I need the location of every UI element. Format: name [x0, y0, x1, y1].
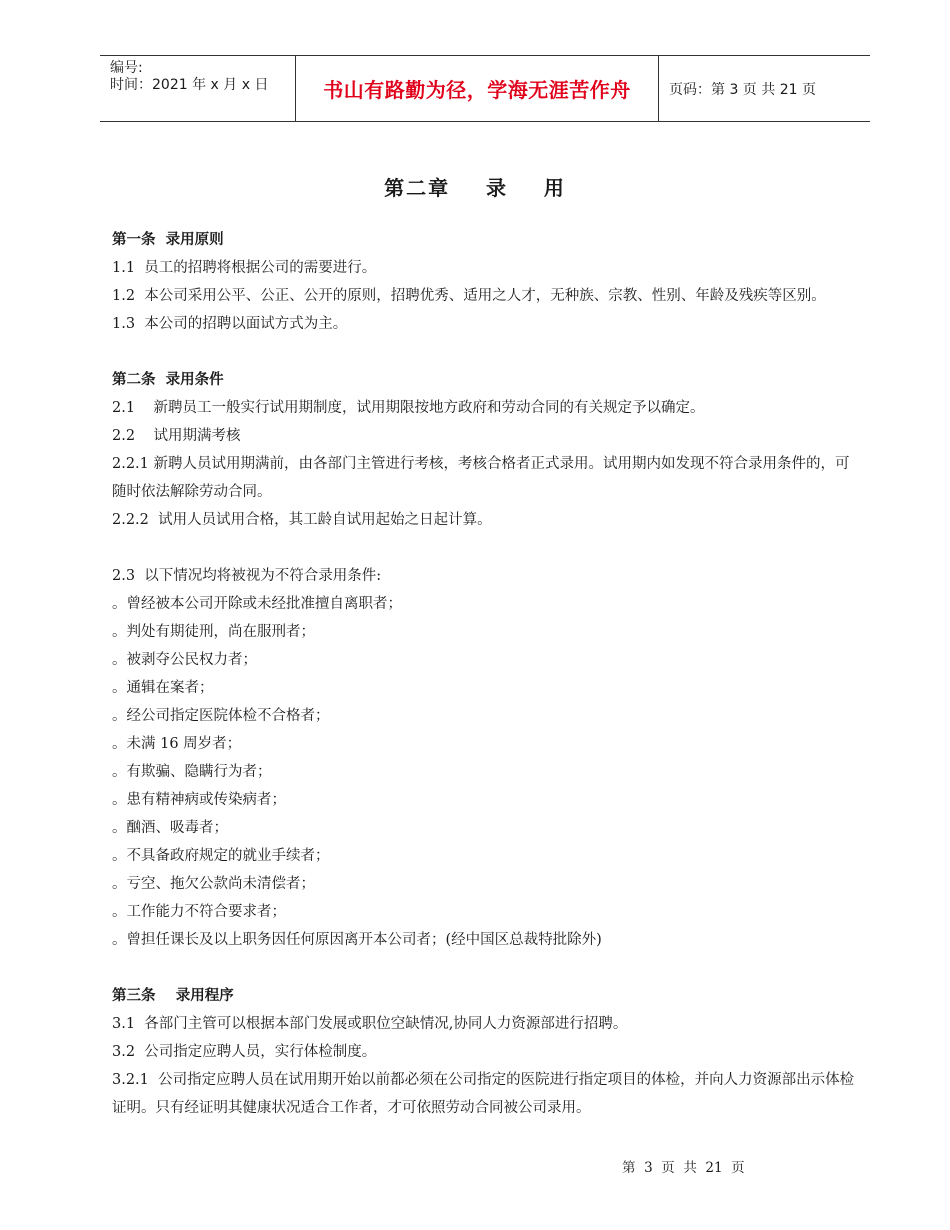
- list-item: 。未满 16 周岁者；: [112, 736, 242, 752]
- section-title: 第一条 录用原则: [112, 232, 224, 248]
- list-item: 。工作能力不符合要求者；: [112, 904, 286, 920]
- motto: 书山有路勤为径，学海无涯苦作舟: [296, 56, 659, 121]
- spacer: [112, 534, 860, 562]
- paragraph: 2.2.1 新聘人员试用期满前，由各部门主管进行考核，考核合格者正式录用。试用期内如发现不符合录用条件的，可随时依法解除劳动合同。: [112, 456, 850, 500]
- paragraph: 1.1 员工的招聘将根据公司的需要进行。: [112, 260, 377, 276]
- section-title: 第三条 录用程序: [112, 988, 234, 1004]
- date-line: 时间：2021 年 x 月 x 日: [110, 77, 269, 93]
- list-item: 。曾担任课长及以上职务因任何原因离开本公司者；(经中国区总裁特批除外): [112, 932, 602, 948]
- list-item: 。患有精神病或传染病者；: [112, 792, 286, 808]
- spacer: [112, 954, 860, 982]
- paragraph: 2.3 以下情况均将被视为不符合录用条件:: [112, 568, 382, 584]
- page-info: 页码：第 3 页 共 21 页: [669, 81, 816, 98]
- list-item: 。不具备政府规定的就业手续者；: [112, 848, 330, 864]
- list-item: 。亏空、拖欠公款尚未清偿者；: [112, 876, 315, 892]
- list-item: 。酗酒、吸毒者；: [112, 820, 228, 836]
- list-item: 。判处有期徒刑，尚在服刑者；: [112, 624, 315, 640]
- paragraph: 3.2 公司指定应聘人员，实行体检制度。: [112, 1044, 377, 1060]
- document-body: [112, 226, 860, 1122]
- list-item: 。通辑在案者；: [112, 680, 214, 696]
- paragraph: 2.2.2 试用人员试用合格，其工龄自试用起始之日起计算。: [112, 512, 492, 528]
- header-meta-cell: [100, 56, 296, 121]
- paragraph: 3.2.1 公司指定应聘人员在试用期开始以前都必须在公司指定的医院进行指定项目的体检，并向人力资源部出示体检证明。只有经证明其健康状况适合工作者，才可依照劳动合同被公司录用。: [112, 1072, 855, 1116]
- section-title: 第二条 录用条件: [112, 372, 224, 388]
- serial-number-label: 编号:: [110, 60, 143, 76]
- paragraph: 2.1 新聘员工一般实行试用期制度，试用期限按地方政府和劳动合同的有关规定予以确定。: [112, 400, 705, 416]
- list-item: 。被剥夺公民权力者；: [112, 652, 257, 668]
- list-item: 。经公司指定医院体检不合格者；: [112, 708, 330, 724]
- paragraph: 1.3 本公司的招聘以面试方式为主。: [112, 316, 348, 332]
- paragraph: 2.2 试用期满考核: [112, 428, 241, 444]
- document-header: [100, 55, 870, 122]
- spacer: [112, 338, 860, 366]
- page-footer: 第 3 页 共 21 页: [622, 1160, 745, 1176]
- paragraph: 3.1 各部门主管可以根据本部门发展或职位空缺情况,协同人力资源部进行招聘。: [112, 1016, 628, 1032]
- list-item: 。曾经被本公司开除或未经批准擅自离职者；: [112, 596, 402, 612]
- list-item: 。有欺骗、隐瞒行为者；: [112, 764, 272, 780]
- paragraph: 1.2 本公司采用公平、公正、公开的原则，招聘优秀、适用之人才，无种族、宗教、性别、年龄及残疾等区别。: [112, 288, 826, 304]
- chapter-title: 第二章 录 用: [384, 176, 566, 200]
